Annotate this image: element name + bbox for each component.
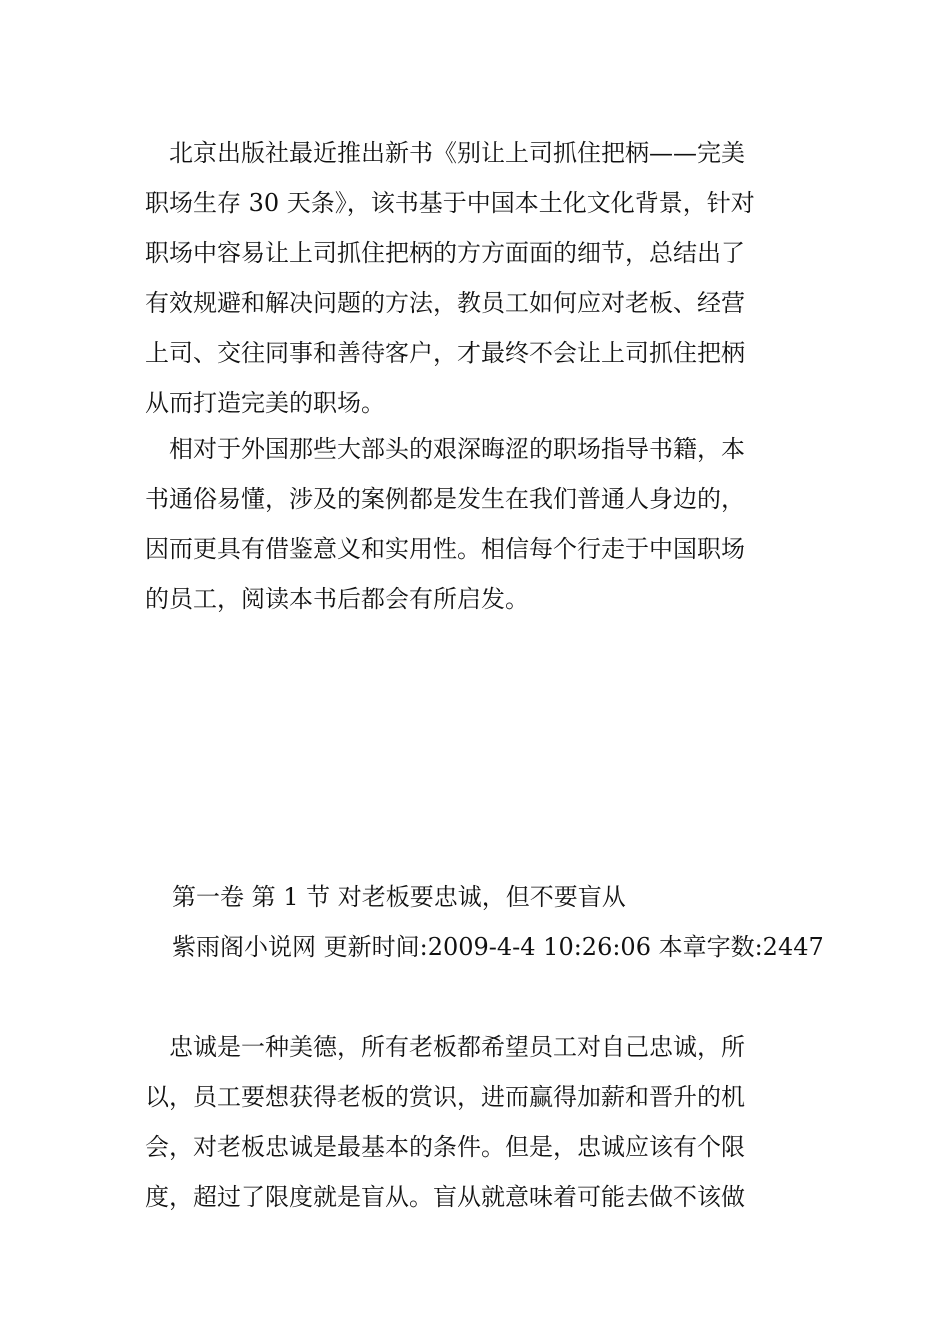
text-line: 有效规避和解决问题的方法，教员工如何应对老板、经营 bbox=[145, 289, 745, 317]
text-line: 忠诚是一种美德，所有老板都希望员工对自己忠诚，所 bbox=[145, 1033, 745, 1061]
text-line: 从而打造完美的职场。 bbox=[145, 389, 385, 417]
text-line: 上司、交往同事和善待客户，才最终不会让上司抓住把柄 bbox=[145, 339, 745, 367]
text-line: 相对于外国那些大部头的艰深晦涩的职场指导书籍，本 bbox=[145, 435, 745, 463]
chapter-heading bbox=[172, 872, 837, 972]
text-line: 书通俗易懂，涉及的案例都是发生在我们普通人身边的， bbox=[145, 485, 745, 513]
chapter-title: 第一卷 第 1 节 对老板要忠诚，但不要盲从 bbox=[172, 883, 626, 911]
text-line: 以，员工要想获得老板的赏识，进而赢得加薪和晋升的机 bbox=[145, 1083, 745, 1111]
text-line: 职场中容易让上司抓住把柄的方方面面的细节，总结出了 bbox=[145, 239, 745, 267]
text-line: 度，超过了限度就是盲从。盲从就意味着可能去做不该做 bbox=[145, 1183, 745, 1211]
chapter-meta: 紫雨阁小说网 更新时间:2009-4-4 10:26:06 本章字数:2447 bbox=[172, 933, 824, 961]
intro-paragraph-2 bbox=[145, 424, 810, 624]
intro-paragraph-1 bbox=[145, 128, 810, 428]
text-line: 会，对老板忠诚是最基本的条件。但是，忠诚应该有个限 bbox=[145, 1133, 745, 1161]
body-paragraph-1 bbox=[145, 1022, 810, 1222]
text-line: 职场生存 30 天条》，该书基于中国本土化文化背景，针对 bbox=[145, 189, 755, 217]
text-line: 北京出版社最近推出新书《别让上司抓住把柄——完美 bbox=[145, 139, 745, 167]
text-line: 的员工，阅读本书后都会有所启发。 bbox=[145, 585, 529, 613]
text-line: 因而更具有借鉴意义和实用性。相信每个行走于中国职场 bbox=[145, 535, 745, 563]
